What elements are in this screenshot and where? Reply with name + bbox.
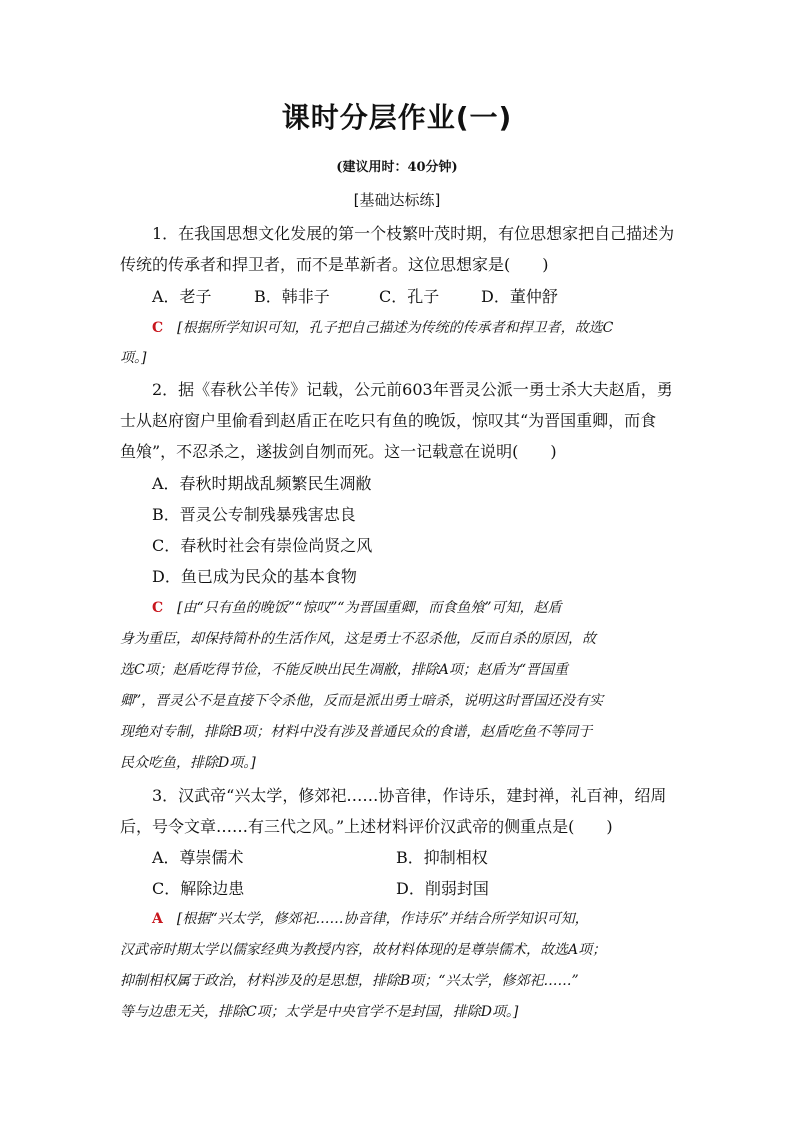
q1-stem-line-2: 传统的传承者和捍卫者，而不是革新者。这位思想家是( ) [120, 255, 549, 274]
q3-options-row-2 [152, 876, 489, 899]
q2-stem-line-3: 鱼飧”，不忍杀之，遂拔剑自刎而死。这一记载意在说明( ) [120, 442, 557, 461]
q3-options-row-1 [152, 845, 488, 868]
q1-options [152, 284, 558, 307]
q3-explanation-line-3: 抑制相权属于政治，材料涉及的是思想，排除B项；“兴太学，修郊祀……” [120, 973, 579, 989]
q2-option-b: B．晋灵公专制残暴残害忠良 [152, 505, 356, 524]
q3-stem-line-1: 3．汉武帝“兴太学，修郊祀……协音律，作诗乐，建封禅，礼百神，绍周 [152, 786, 667, 805]
q1-option-d: D．董仲舒 [481, 287, 558, 306]
q1-explanation-line-1: C [根据所学知识可知，孔子把自己描述为传统的传承者和捍卫者，故选C [152, 320, 614, 336]
suggested-time: (建议用时：40分钟) [336, 160, 458, 175]
q3-answer: A [152, 911, 163, 927]
q2-option-d: D．鱼已成为民众的基本食物 [152, 567, 357, 586]
q3-stem-line-2: 后，号令文章……有三代之风。”上述材料评价汉武帝的侧重点是( ) [120, 817, 613, 836]
q2-option-c: C．春秋时社会有崇俭尚贤之风 [152, 536, 373, 555]
q3-explanation-line-4: 等与边患无关，排除C项；太学是中央官学不是封国，排除D项。] [120, 1004, 519, 1020]
q2-explanation-line-1: C [由“只有鱼的晚饭”“惊叹”“为晋国重卿，而食鱼飧”可知，赵盾 [152, 600, 562, 616]
q3-explanation-line-2: 汉武帝时期太学以儒家经典为教授内容，故材料体现的是尊崇儒术，故选A项； [120, 942, 607, 958]
q3-option-a: A．尊崇儒术 [152, 848, 244, 867]
q2-explanation-line-5: 现绝对专制，排除B项；材料中没有涉及普通民众的食谱，赵盾吃鱼不等同于 [120, 724, 593, 740]
section-heading: [基础达标练] [353, 191, 441, 209]
q1-option-a: A．老子 [152, 287, 212, 306]
q3-explanation-line-1: A [根据“兴太学，修郊祀……协音律，作诗乐”并结合所学知识可知， [152, 911, 589, 927]
q1-option-c: C．孔子 [379, 287, 440, 306]
q2-stem-line-2: 士从赵府窗户里偷看到赵盾正在吃只有鱼的晚饭，惊叹其“为晋国重卿，而食 [120, 411, 657, 430]
q2-stem-line-1: 2．据《春秋公羊传》记载，公元前603年晋灵公派一勇士杀大夫赵盾，勇 [152, 380, 673, 399]
q1-explanation-line-2: 项。] [120, 350, 147, 366]
q1-stem-line-1: 1．在我国思想文化发展的第一个枝繁叶茂时期，有位思想家把自己描述为 [152, 224, 675, 243]
page-title: 课时分层作业(一) [281, 101, 513, 134]
q3-option-d: D．削弱封国 [396, 879, 489, 898]
q1-option-b: B．韩非子 [254, 287, 330, 306]
q3-option-b: B．抑制相权 [396, 848, 488, 867]
q2-explanation-line-2: 身为重臣，却保持简朴的生活作风，这是勇士不忍杀他，反而自杀的原因，故 [120, 631, 596, 647]
q2-explanation-line-4: 卿”，晋灵公不是直接下令杀他，反而是派出勇士暗杀，说明这时晋国还没有实 [120, 693, 604, 709]
q2-explanation-line-3: 选C项；赵盾吃得节俭，不能反映出民生凋敝，排除A项；赵盾为“晋国重 [120, 662, 568, 678]
q1-answer: C [152, 320, 164, 336]
q3-option-c: C．解除边患 [152, 879, 245, 898]
q2-option-a: A．春秋时期战乱频繁民生凋敝 [152, 474, 372, 493]
q2-explanation-line-6: 民众吃鱼，排除D项。] [120, 755, 256, 771]
q2-answer: C [152, 600, 164, 616]
